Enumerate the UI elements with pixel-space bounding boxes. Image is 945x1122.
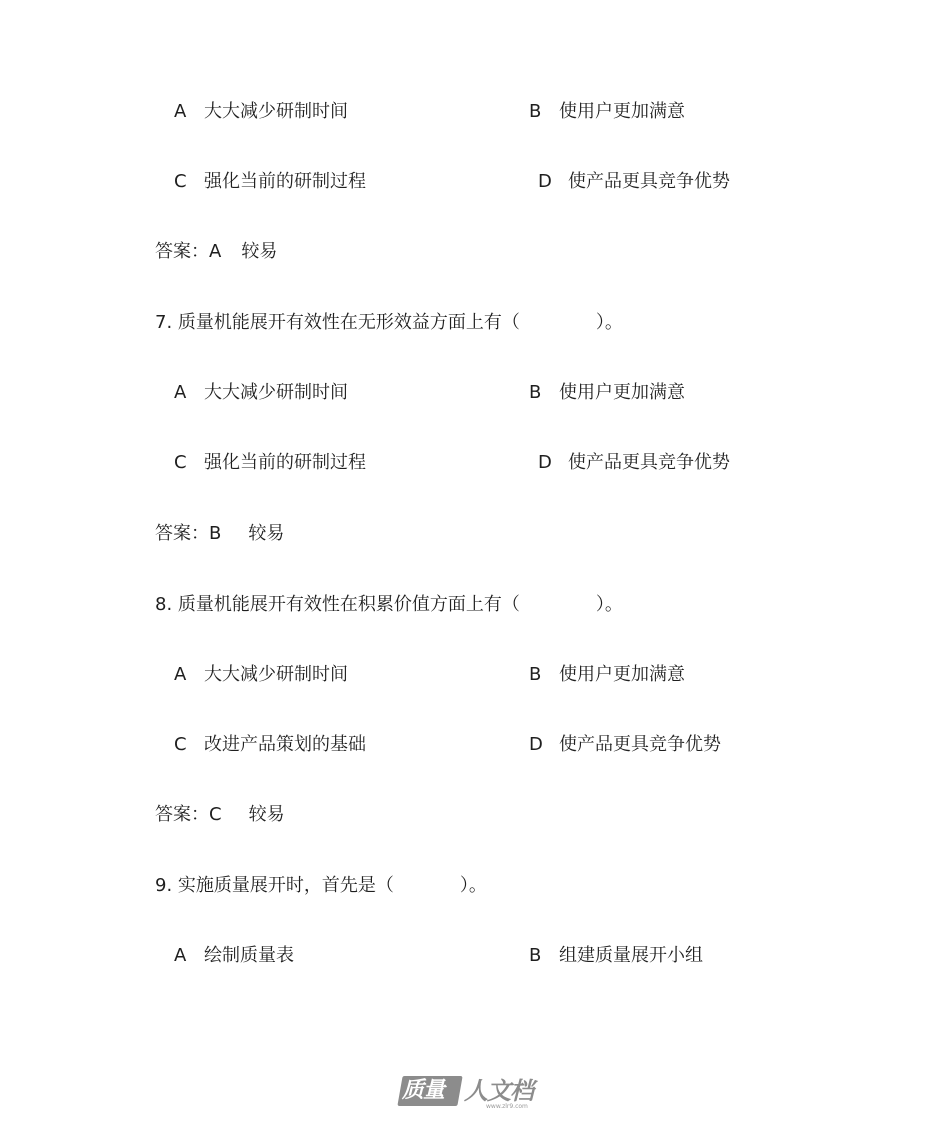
- q8-stem: [155, 593, 623, 617]
- option-text: 组建质量展开小组: [559, 945, 703, 966]
- q7-stem: [155, 311, 623, 335]
- answer-label: 答案：A: [155, 241, 222, 262]
- q8-option-b: [529, 663, 685, 687]
- answer-label: 答案：C: [155, 804, 222, 825]
- option-text: 大大减少研制时间: [204, 101, 348, 122]
- q9-stem: [155, 874, 487, 898]
- option-letter: C: [174, 452, 187, 473]
- question-text: 7. 质量机能展开有效性在无形效益方面上有（: [155, 312, 520, 333]
- option-letter: A: [174, 664, 187, 685]
- option-letter: B: [529, 664, 542, 685]
- option-text: 强化当前的研制过程: [204, 171, 366, 192]
- question-text-end: ）。: [595, 594, 623, 615]
- q9-option-a: [174, 944, 294, 968]
- option-text: 改进产品策划的基础: [204, 734, 366, 755]
- option-text: 使用户更加满意: [559, 101, 685, 122]
- q8-answer: [155, 803, 285, 827]
- answer-difficulty: 较易: [241, 241, 278, 262]
- q7-option-a: [174, 381, 348, 405]
- option-letter: A: [174, 945, 187, 966]
- q6-option-d: [538, 170, 730, 194]
- footer-watermark-logo: [400, 1074, 545, 1110]
- question-text: 8. 质量机能展开有效性在积累价值方面上有（: [155, 594, 520, 615]
- option-letter: A: [174, 101, 187, 122]
- q8-option-a: [174, 663, 348, 687]
- q7-option-d: [538, 451, 730, 475]
- option-letter: D: [538, 452, 552, 473]
- option-text: 使产品更具竞争优势: [568, 452, 730, 473]
- logo-badge-text: 质量: [402, 1078, 445, 1103]
- question-text-end: ）。: [595, 312, 623, 333]
- logo-wordmark: 人文档: [464, 1077, 533, 1105]
- q7-option-c: [174, 451, 366, 475]
- q8-option-c: [174, 733, 366, 757]
- option-text: 使产品更具竞争优势: [568, 171, 730, 192]
- option-text: 使用户更加满意: [559, 382, 685, 403]
- question-text-end: ）。: [459, 875, 487, 896]
- answer-difficulty: 较易: [248, 804, 285, 825]
- option-text: 强化当前的研制过程: [204, 452, 366, 473]
- option-letter: B: [529, 382, 542, 403]
- option-text: 绘制质量表: [204, 945, 294, 966]
- answer-difficulty: 较易: [248, 523, 285, 544]
- option-letter: C: [174, 171, 187, 192]
- option-text: 大大减少研制时间: [204, 664, 348, 685]
- q8-option-d: [529, 733, 721, 757]
- option-letter: B: [529, 945, 542, 966]
- logo-url: www.zlr9.com: [486, 1103, 528, 1110]
- option-letter: D: [538, 171, 552, 192]
- answer-label: 答案：B: [155, 523, 222, 544]
- option-text: 使用户更加满意: [559, 664, 685, 685]
- q6-answer: [155, 240, 277, 264]
- option-letter: D: [529, 734, 543, 755]
- option-text: 大大减少研制时间: [204, 382, 348, 403]
- q6-option-a: [174, 100, 348, 124]
- q7-answer: [155, 522, 284, 546]
- question-text: 9. 实施质量展开时，首先是（: [155, 875, 394, 896]
- option-text: 使产品更具竞争优势: [559, 734, 721, 755]
- option-letter: C: [174, 734, 187, 755]
- q7-option-b: [529, 381, 685, 405]
- q6-option-b: [529, 100, 685, 124]
- q9-option-b: [529, 944, 703, 968]
- q6-option-c: [174, 170, 366, 194]
- option-letter: B: [529, 101, 542, 122]
- option-letter: A: [174, 382, 187, 403]
